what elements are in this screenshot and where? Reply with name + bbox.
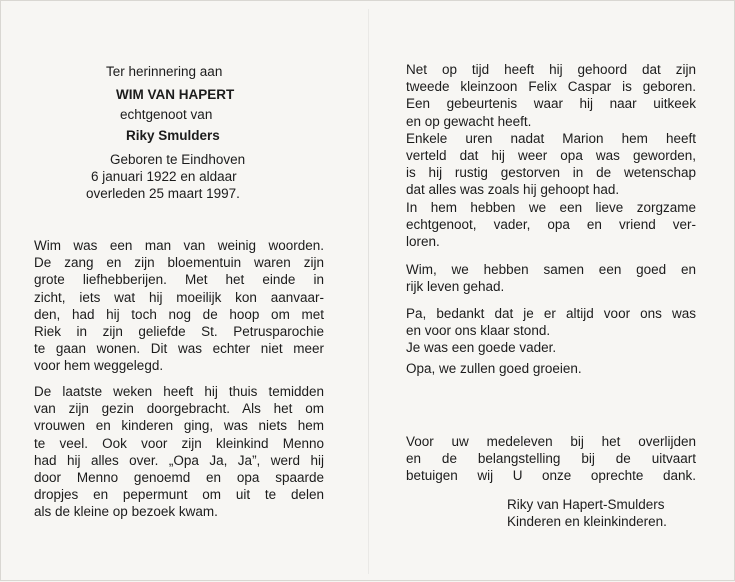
text-line: Je was een goede vader. [406, 340, 557, 356]
text-line: Enkele uren nadat Marion hem heeft [406, 130, 696, 146]
text-line: De laatste weken heeft hij thuis temidden [34, 384, 324, 399]
text-line: verteld dat hij weer opa was geworden, [406, 148, 696, 164]
signature-family: Kinderen en kleinkinderen. [507, 514, 667, 530]
right-paragraph-4 [406, 360, 696, 377]
text-line: Net op tijd heeft hij gehoord dat zijn [406, 62, 696, 77]
birth-place: Geboren te Eindhoven [110, 151, 246, 167]
text-line: Wim was een man van weinig woorden. [34, 238, 324, 253]
text-line: zicht, iets wat hij moeilijk kon aanvaar- [34, 289, 324, 305]
spouse-name: Riky Smulders [126, 127, 220, 143]
text-line: Wim, we hebben samen een goed en [406, 262, 696, 277]
birth-date: 6 januari 1922 en aldaar [91, 169, 237, 185]
right-paragraph-3 [406, 305, 696, 357]
right-paragraph-2 [406, 261, 696, 295]
text-line: Voor uw medeleven bij het overlijden [406, 434, 696, 449]
left-paragraph-2 [34, 383, 324, 521]
text-line: De zang en zijn bloementuin waren zijn [34, 255, 324, 271]
text-line: had hij alles over. „Opa Ja, Ja”, werd hij [34, 452, 324, 468]
text-line: Riek in zijn geliefde St. Petrusparochie [34, 324, 324, 340]
text-line: In hem hebben we een lieve zorgzame [406, 199, 696, 215]
card-fold [368, 9, 369, 574]
text-line: Opa, we zullen goed groeien. [406, 361, 582, 376]
text-line: te gaan wonen. Dit was echter niet meer [34, 341, 324, 357]
right-page [406, 1, 696, 582]
text-line: dat alles was zoals hij gehoopt had. [406, 182, 620, 198]
text-line: tweede kleinzoon Felix Caspar is geboren. [406, 79, 696, 95]
death-date: overleden 25 maart 1997. [86, 186, 240, 202]
left-paragraph-1 [34, 237, 324, 375]
deceased-name: WIM VAN HAPERT [116, 87, 235, 103]
text-line: den, had hij toch nog de hoop om met [34, 306, 324, 322]
thanks-block [406, 433, 696, 485]
text-line: Pa, bedankt dat je er altijd voor ons was [406, 306, 696, 321]
text-line: betuigen wij U onze oprechte dank. [406, 468, 696, 484]
text-line: te veel. Ook voor zijn kleinkind Menno [34, 435, 324, 451]
signature-name: Riky van Hapert-Smulders [507, 497, 665, 512]
spouse-label: echtgenoot van [120, 107, 213, 123]
text-line: rijk leven gehad. [406, 279, 505, 295]
text-line: en op gewacht heeft. [406, 113, 532, 129]
text-line: door Menno genoemd en opa spaarde [34, 470, 324, 486]
text-line: Een gebeurtenis waar hij naar uitkeek [406, 96, 696, 112]
text-line: voor hem weggelegd. [34, 358, 164, 374]
signature-block [507, 496, 697, 530]
text-line: is hij rustig gestorven in de wetenschap [406, 165, 696, 181]
text-line: loren. [406, 234, 440, 250]
text-line: dropjes en pepermunt om uit te delen [34, 487, 324, 503]
right-paragraph-1 [406, 61, 696, 250]
left-page [34, 1, 324, 582]
text-line: als de kleine op bezoek kwam. [34, 504, 218, 520]
text-line: van zijn gezin doorgebracht. Als het om [34, 401, 324, 417]
text-line: en de belangstelling bij de uitvaart [406, 451, 696, 467]
text-line: echtgenoot, vader, opa en vriend ver- [406, 216, 696, 232]
text-line: en voor ons klaar stond. [406, 323, 551, 339]
header-block [34, 63, 324, 202]
header-intro: Ter herinnering aan [106, 64, 223, 79]
text-line: vrouwen en kinderen ging, was niets hem [34, 418, 324, 434]
text-line: grote liefhebberijen. Met het einde in [34, 272, 324, 288]
